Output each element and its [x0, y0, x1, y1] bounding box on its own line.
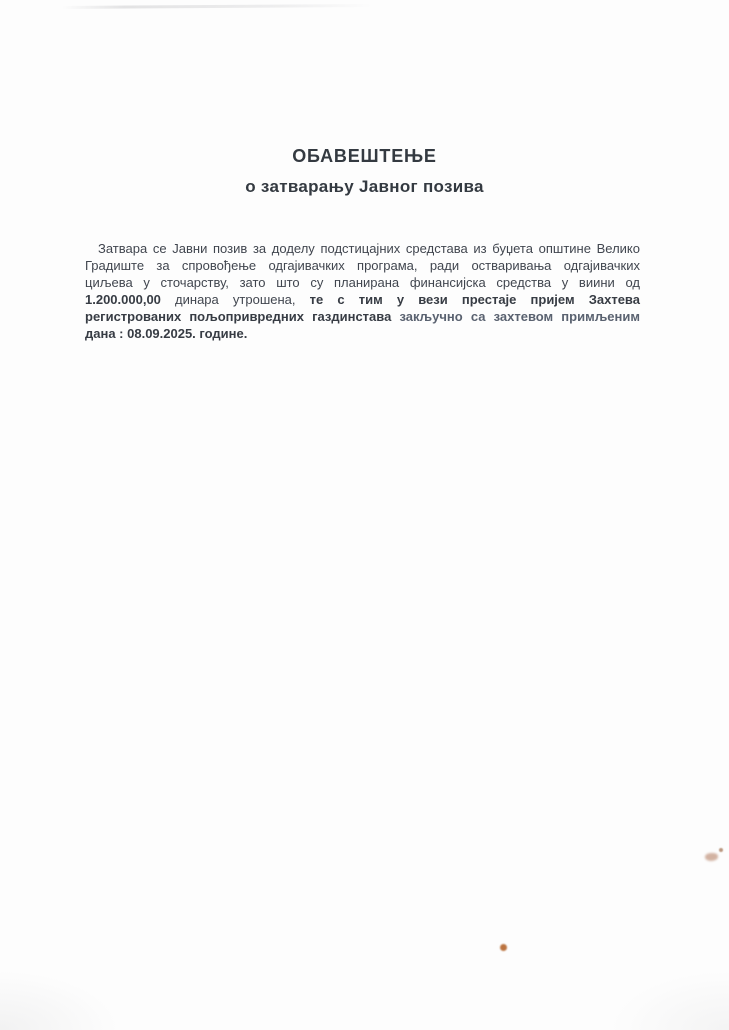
paragraph-line-3	[85, 274, 640, 291]
paragraph-line-5	[85, 308, 640, 325]
scan-smudge-artifact	[705, 853, 718, 861]
scan-speck-artifact	[500, 944, 507, 951]
scan-corner-shade	[0, 970, 120, 1030]
bold-text-segment: те с тим у вези престаје пријем Захтева	[309, 292, 640, 307]
date-text-segment: дана : 08.09.2025. године.	[85, 326, 248, 341]
scan-corner-shade	[609, 970, 729, 1030]
amount-text-segment: 1.200.000,00	[85, 292, 161, 307]
text-segment: динара утрошена,	[160, 292, 310, 307]
scan-smudge-dot-artifact	[719, 848, 723, 852]
document-subtitle: о затварању Јавног позива	[245, 177, 484, 196]
paragraph-line-1	[85, 240, 640, 257]
document-title: ОБАВЕШТЕЊЕ	[292, 146, 437, 166]
scan-edge-artifact	[62, 4, 372, 9]
bold-text-segment: регистрованих пољопривредних газдинстава	[85, 309, 400, 324]
text-segment: циљева у сточарству, зато што су планирана финансијска средства у виини од	[85, 275, 640, 290]
body-paragraph	[85, 240, 640, 342]
paragraph-line-6-date	[85, 325, 640, 342]
paragraph-line-2	[85, 257, 640, 274]
text-segment: Градиште за спровођење одгајивачких програма, ради остваривања одгајивачких	[85, 258, 640, 273]
bold-faded-text-segment: закључно са захтевом примљеним	[399, 309, 640, 324]
text-segment: Затвара се Јавни позив за доделу подстицајних средстава из буџета општине Велико	[98, 241, 640, 256]
paragraph-line-4	[85, 291, 640, 308]
